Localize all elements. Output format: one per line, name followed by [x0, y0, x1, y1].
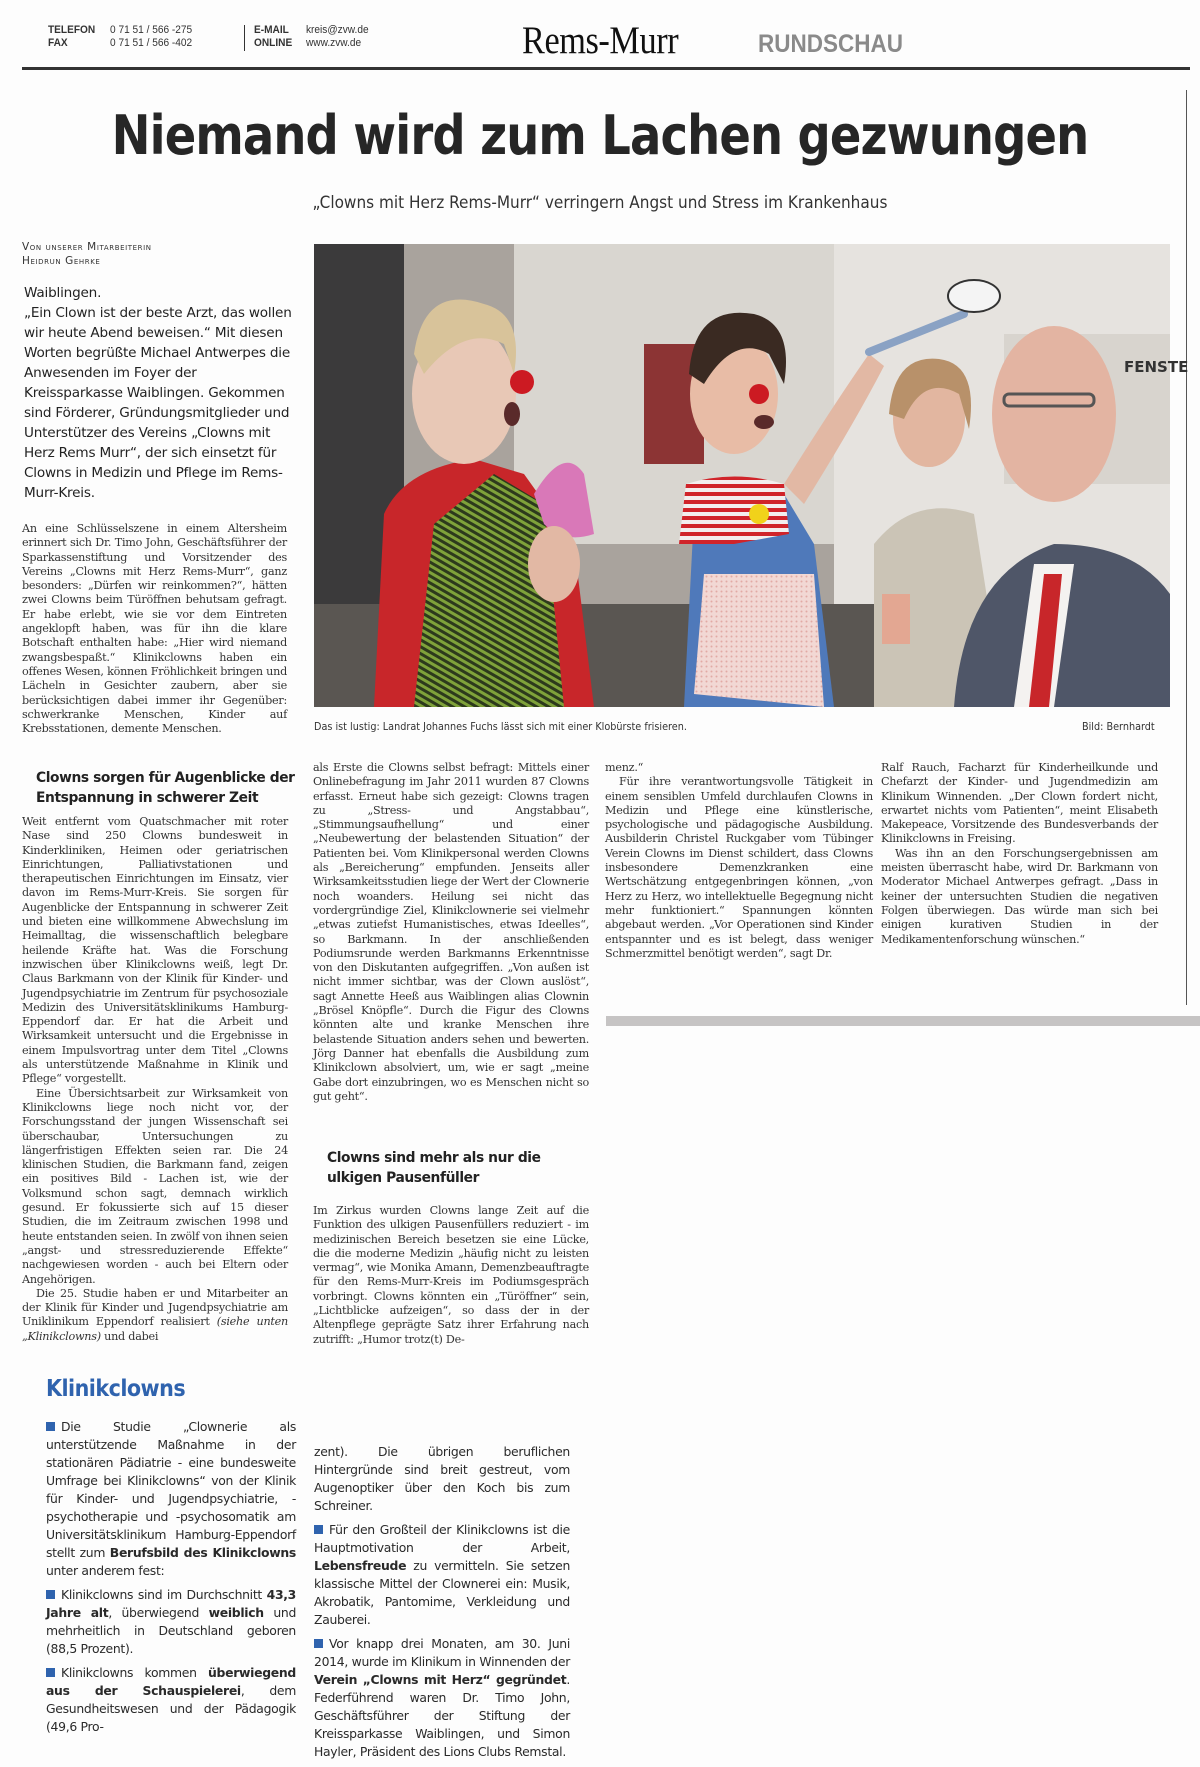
contact-block: [48, 24, 369, 50]
body-column-3: [605, 761, 873, 961]
paragraph: Was ihn an den Forschungsergebnissen am meisten überrascht habe, wird Dr. Barkmann von Moderator Michael Antwerpes gefragt. „Dass in keiner der untersuchten Studien die negativen Folgen überwiegen. Das würde man sich bei einigen kurativen Studien in der Medikamentenforschung wünschen.“: [881, 846, 1158, 946]
body-column-4: [881, 761, 1158, 947]
infobox-item: [314, 1635, 570, 1761]
contact-divider: [244, 25, 245, 51]
logo-main: Rems-Murr: [522, 19, 679, 62]
body-column-1: [22, 815, 288, 1344]
logo-sub: RUNDSCHAU: [758, 30, 903, 58]
paragraph: Eine Übersichtsarbeit zur Wirksamkeit von Klinikclowns liege noch nicht vor, der Forschungsstand der jungen Wissenschaft sei überschaubar, Untersuchungen zu längerfristigen Effekten seien rar. Die 24 klinischen Studien, die Barkmann fand, zeigen ein positives Bild - Lachen ist, wie der Volksmund schon sagt, demnach wirklich gesund. Er fokussierte sich auf 15 dieser Studien, die im Zeitraum zwischen 1998 und heute entstanden seien. In zwölf von ihnen seien „angst- und stressreduzierende Effekte“ nachgewiesen worden - auch bei Eltern oder Angehörigen.: [22, 1086, 288, 1286]
bullet-square-icon: [46, 1590, 55, 1599]
paragraph-text: und dabei: [100, 1329, 159, 1343]
photo-caption: Das ist lustig: Landrat Johannes Fuchs lässt sich mit einer Klobürste frisieren.: [314, 721, 687, 733]
item-text: zu vermitteln. Sie setzen klassische Mittel der Clownerei ein: Musik, Akrobatik, Pantomime, Verkleidung und Zauberei.: [314, 1558, 570, 1627]
fax-value: 0 71 51 / 566 -402: [110, 37, 193, 49]
intro-column: [22, 522, 287, 736]
online-label: ONLINE: [254, 37, 293, 49]
bullet-square-icon: [46, 1422, 55, 1431]
body-column-2: [313, 761, 589, 1104]
infobox-item: [46, 1418, 296, 1580]
paragraph: Im Zirkus wurden Clowns lange Zeit auf die Funktion des ulkigen Pausenfüllers reduziert - im medizinischen Bereich besetzen sie eine Lücke, die die moderne Medizin „häufig nicht zu leisten vermag“, wie Monika Amann, Demenzbeauftragte für den Rems-Murr-Kreis im Podiumsgespräch vorbringt. Clowns könnten ein „Türöffner“ sein, „Lichtblicke aufzeigen“, so dass der in der Altenpflege geprägte Satz ihrer Erfahrung nach zutrifft: „Humor trotz(t) De-: [313, 1204, 589, 1346]
photo-clowns-illustration: [314, 244, 1189, 707]
section-divider-bar: [606, 1016, 1200, 1026]
website-link[interactable]: www.zvw.de: [306, 37, 362, 49]
photo-credit: Bild: Bernhardt: [1082, 721, 1155, 733]
masthead-rule: [22, 67, 1190, 70]
item-text: unter anderem fest:: [46, 1563, 165, 1578]
dateline: Waiblingen.: [24, 285, 102, 301]
item-text: Klinikclowns sind im Durchschnitt: [61, 1587, 267, 1602]
fax-label: FAX: [48, 37, 68, 49]
item-text: Die Studie „Clownerie als unterstützende Maßnahme in der stationären Pädiatrie - eine bundesweite Umfrage bei Klinikclowns“ von der Klinik für Kinder- und Jugendpsychiatrie, -psychotherapie und -psychosomatik am Universitätsklinikum Hamburg-Eppendorf stellt zum: [46, 1419, 296, 1560]
lead-paragraph: [24, 283, 294, 503]
item-emphasis: 43,3 Jahre alt: [46, 1587, 296, 1620]
paragraph: Ralf Rauch, Facharzt für Kinderheilkunde und Chefarzt der Kinder- und Jugendmedizin am Klinikum Winnenden. „Der Clown fordert nicht, erwartet nichts vom Patienten“, meint Elisabeth Makepeace, Vorsitzende des Bundesverbands der Klinikclowns in Freising.: [881, 761, 1158, 846]
infobox-item-continued: zent). Die übrigen beruflichen Hintergründe sind breit gestreut, vom Augenoptiker über den Koch bis zum Schreiner.: [314, 1444, 570, 1513]
item-text: und mehrheitlich in Deutschland geboren (88,5 Prozent).: [46, 1605, 297, 1656]
infobox-column-1: [46, 1418, 296, 1742]
cross-reference: (siehe unten „Klinikclowns): [22, 1315, 288, 1343]
paragraph: menz.“: [605, 761, 644, 774]
lead-text: „Ein Clown ist der beste Arzt, das wollen wir heute Abend beweisen.“ Mit diesen Worten begrüßte Michael Antwerpes die Anwesenden im Foyer der Kreissparkasse Waiblingen. Gekommen sind Förderer, Gründungsmitglieder und Unterstützer des Vereins „Clowns mit Herz Rems Murr“, der sich einsetzt für Clowns in Medizin und Pflege im Rems-Murr-Kreis.: [24, 305, 292, 501]
item-text: . Federführend waren Dr. Timo John, Geschäftsführer der Stiftung der Kreissparkasse Waiblingen, und Simon Hayler, Präsident des Lions Clubs Remstal.: [314, 1672, 570, 1759]
item-emphasis: überwiegend aus der Schauspielerei: [46, 1665, 296, 1698]
item-text: , dem Gesundheitswesen und der Pädagogik (49,6 Pro-: [46, 1683, 296, 1734]
item-text: Vor knapp drei Monaten, am 30. Juni 2014, wurde im Klinikum in Winnenden der: [314, 1636, 570, 1669]
subheadline: „Clowns mit Herz Rems-Murr“ verringern Angst und Stress im Krankenhaus: [312, 193, 888, 213]
intro-paragraph: An eine Schlüsselszene in einem Altersheim erinnert sich Dr. Timo John, Geschäftsführer der Sparkassenstiftung und Vorsitzender des Vereins „Clowns mit Herz Rems-Murr“, ganz besonders: „Dürfen wir reinkommen?“, hätten zwei Clowns beim Türöffnen behutsam gefragt. Er habe erlebt, wie sie vor dem Eintreten angeklopft haben, was für ihn die klare Botschaft enthalten habe: „Hier wird niemand zwangsbespaßt.“ Klinikclowns haben ein offenes Wesen, können Fröhlichkeit bringen und Lächeln in Gesichter zaubern, aber sie berücksichtigen dabei immer ihr Gegenüber: schwerkranke Menschen, Kinder auf Krebsstationen, demente Menschen.: [22, 522, 287, 736]
byline-role: Von unserer Mitarbeiterin: [22, 241, 152, 253]
photo-sign-text: FENSTE: [1124, 358, 1189, 376]
article-photo: [314, 244, 1189, 707]
paragraph: [22, 1287, 288, 1344]
subheading-1: Clowns sorgen für Augenblicke der Entspannung in schwerer Zeit: [36, 770, 295, 806]
email-label: E-MAIL: [254, 24, 289, 36]
infobox-column-2: [314, 1443, 570, 1767]
infobox-title: Klinikclowns: [46, 1376, 186, 1402]
byline: [22, 240, 152, 268]
byline-author: Heidrun Gehrke: [22, 255, 101, 267]
phone-value: 0 71 51 / 566 -275: [110, 24, 193, 36]
bullet-square-icon: [314, 1639, 323, 1648]
email-link[interactable]: kreis@zvw.de: [306, 24, 369, 36]
phone-label: TELEFON: [48, 24, 96, 36]
masthead: [22, 19, 1190, 70]
headline: Niemand wird zum Lachen gezwungen: [111, 104, 1089, 167]
item-emphasis: Verein „Clowns mit Herz“ gegründet: [314, 1672, 567, 1687]
infobox-item: [314, 1521, 570, 1629]
item-text: , überwiegend: [108, 1605, 209, 1620]
paragraph: als Erste die Clowns selbst befragt: Mittels einer Onlinebefragung im Jahr 2011 wurden 87 Clowns erfasst. Erneut habe sich gezeigt: Clowns tragen zu „Stress- und Angstabbau“, „Stimmungsaufhellung“ und einer „Neubewertung der belastenden Situation“ der Patienten bei. Vom Klinikpersonal werden Clowns als „Bereicherung“ empfunden. Jenseits aller Wirksamkeitsstudien liege der Wert der Clownerie noch woanders. Heilung sei nicht das vordergründige Ziel, Klinikclownerie sei vielmehr „etwas zutiefst Humanistisches, etwas Ideelles“, so Barkmann. In der anschließenden Podiumsrunde werden Barkmanns Erkenntnisse von den Diskutanten aufgegriffen. „Von außen ist nicht immer sichtbar, was der Clown auslöst“, sagt Annette Heeß aus Waiblingen alias Clownin „Brösel Knöpfle“. Durch die Figur des Clowns könnten alte und kranke Menschen ihre belastende Situation anders sehen und bewerten. Jörg Danner hat ebenfalls die Ausbildung zum Klinikclown absolviert, um, wie er sagt „meine Gabe dort einzubringen, wo es Menschen nicht so gut geht“.: [313, 761, 589, 1103]
body-column-2-continued: [313, 1204, 589, 1347]
item-text: Klinikclowns kommen: [61, 1665, 209, 1680]
paragraph: Für ihre verantwortungsvolle Tätigkeit in einem sensiblen Umfeld durchlaufen Clowns in Medizin und Pflege eine künstlerische, psychologische und pädagogische Ausbildung. Ausbilderin Christel Ruckgaber vom Tübinger Verein Clowns im Dienst schildert, dass Clowns insbesondere Demenzkranken eine Wertschätzung entgegenbringen können, „von Herz zu Herz, wo intellektuelle Begegnung nicht mehr funktioniert.“ Spannungen könnten abgebaut werden. „Vor Operationen sind Kinder entspannter und es ist belegt, dass weniger Schmerzmittel benötigt werden“, sagt Dr.: [605, 775, 873, 960]
newspaper-logo: [522, 18, 903, 63]
paragraph: Weit entfernt vom Quatschmacher mit roter Nase sind 250 Clowns bundesweit in Kinderkliniken, Heimen oder geriatrischen Einrichtungen, Palliativstationen und therapeutischen Einrichtungen im Einsatz, vier davon im Rems-Murr-Kreis. Sie sorgen für Augenblicke der Entspannung in schwerer Zeit und bieten eine willkommene Abwechslung im Heimalltag, die wissenschaftlich belegbare heilende Kräfte hat. Was die Forschung inzwischen über Klinikclowns weiß, legt Dr. Claus Barkmann von der Klinik für Kinder- und Jugendpsychiatrie im Zentrum für psychosoziale Medizin des Universitätsklinikums Hamburg-Eppendorf dar. Er hat die Arbeit und Wirksamkeit untersucht und die Ergebnisse in einem Impulsvortrag unter dem Titel „Clowns als unterstützende Maßnahme in Klinik und Pflege“ vorgestellt.: [22, 815, 288, 1086]
item-emphasis: weiblich: [208, 1605, 264, 1620]
subheading-2: Clowns sind mehr als nur die ulkigen Pausenfüller: [327, 1150, 541, 1186]
infobox-item: [46, 1664, 296, 1736]
paragraph-text: Die 25. Studie haben er und Mitarbeiter an der Klinik für Kinder und Jugendpsychiatrie am Uniklinikum Eppendorf realisiert: [22, 1286, 288, 1329]
item-emphasis: Berufsbild des Klinikclowns: [109, 1545, 297, 1560]
infobox-item: [46, 1586, 296, 1658]
bullet-square-icon: [46, 1668, 55, 1677]
bullet-square-icon: [314, 1525, 323, 1534]
column-rule: [1186, 90, 1187, 1005]
item-emphasis: Lebensfreude: [314, 1558, 407, 1573]
item-text: Für den Großteil der Klinikclowns ist die Hauptmotivation der Arbeit,: [314, 1522, 570, 1555]
